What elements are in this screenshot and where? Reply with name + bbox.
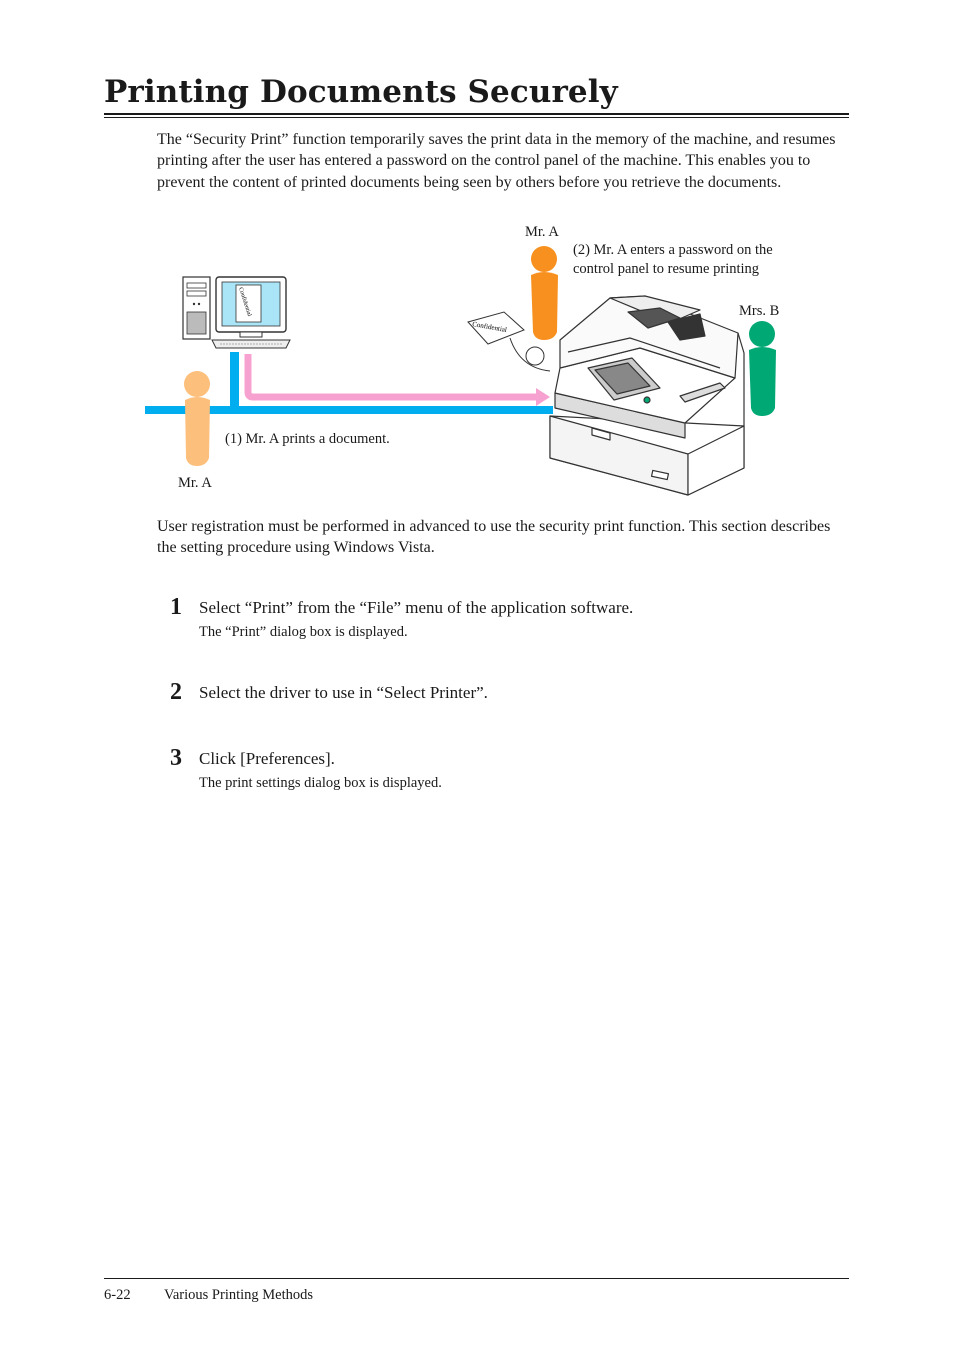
title-rule-thin <box>104 117 849 118</box>
step-text: Click [Preferences]. <box>199 749 335 768</box>
confidential-document-label: Confidential <box>471 320 508 335</box>
note-paragraph: User registration must be performed in advanced to use the security print function. This section describes the setting procedure using Windows Vista. <box>157 518 831 557</box>
monitor-icon <box>212 277 290 348</box>
label-mr-a-top: Mr. A <box>525 224 559 240</box>
step-text: Select the driver to use in “Select Printer”. <box>199 683 488 702</box>
footer-page-number: 6-22 <box>104 1287 131 1303</box>
label-step2-line1: (2) Mr. A enters a password on the <box>573 242 773 258</box>
network-drop <box>230 352 239 408</box>
person-mr-a-password <box>510 246 558 371</box>
title-rule-thick <box>104 113 849 115</box>
label-step2-line2: control panel to resume printing <box>573 261 760 277</box>
step-text: Select “Print” from the “File” menu of the application software. <box>199 598 634 617</box>
page-title: Printing Documents Securely <box>104 74 618 110</box>
intro-paragraph: The “Security Print” function temporarily saves the print data in the memory of the machine, and resumes printing after the user has entered a password on the control panel of the machine. This enables you to prevent the content of printed documents being seen by others before you retrieve the documents. <box>157 131 836 191</box>
label-mrs-b: Mrs. B <box>739 303 780 319</box>
footer-rule <box>104 1278 849 1279</box>
step-number: 1 <box>170 594 182 620</box>
footer-section-title: Various Printing Methods <box>164 1287 314 1303</box>
screen-document-label: Confidential <box>237 286 253 318</box>
person-mr-a-printing <box>184 371 210 466</box>
step-result: The print settings dialog box is displayed. <box>199 775 442 791</box>
label-mr-a-bottom: Mr. A <box>178 475 212 491</box>
print-path-arrowhead <box>536 388 550 406</box>
step-number: 2 <box>170 679 182 705</box>
step-number: 3 <box>170 745 182 771</box>
security-print-diagram <box>140 218 830 504</box>
computer-tower-icon <box>183 277 210 339</box>
printer-icon <box>550 296 744 495</box>
person-mrs-b <box>749 321 776 416</box>
label-step1: (1) Mr. A prints a document. <box>225 431 390 447</box>
print-path-arrow <box>248 354 540 397</box>
confidential-document-icon <box>468 312 524 344</box>
step-result: The “Print” dialog box is displayed. <box>199 624 408 640</box>
